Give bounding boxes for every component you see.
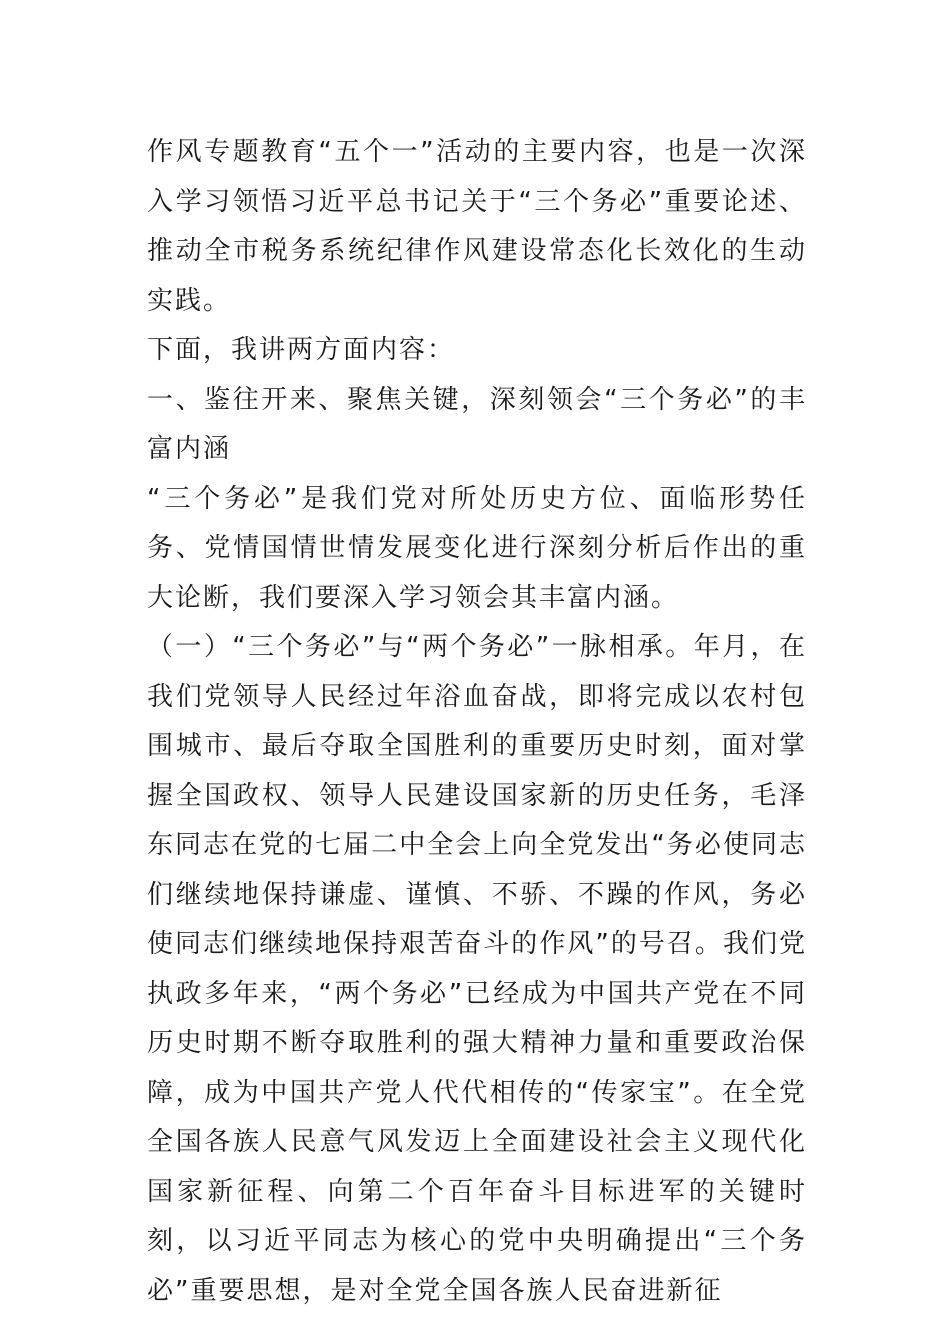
paragraph-section-1-intro: “三个务必”是我们党对所处历史方位、面临形势任务、党情国情世情发展变化进行深刻分析后作出的重大论断，我们要深入学习领会其丰富内涵。 [147, 483, 807, 613]
paragraph-subsection-1: （一）“三个务必”与“两个务必”一脉相承。年月，在我们党领导人民经过年浴血奋战，即将完成以农村包围城市、最后夺取全国胜利的重要历史时刻，面对掌握全国政权、领导人民建设国家新的历史任务，毛泽东同志在党的七届二中全会上向全党发出“务必使同志们继续地保持谦虚、谨慎、不骄、不躁的作风，务必使同志们继续地保持艰苦奋斗的作风”的号召。我们党执政多年来，“两个务必”已经成为中国共产党在不同历史时期不断夺取胜利的强大精神力量和重要政治保障，成为中国共产党人代代相传的“传家宝”。在全党全国各族人民意气风发迈上全面建设社会主义现代化国家新征程、向第二个百年奋斗目标进军的关键时刻，以习近平同志为核心的党中央明确提出“三个务必”重要思想，是对全党全国各族人民奋进新征 [147, 632, 807, 1306]
document-body [147, 128, 807, 1316]
paragraph-intro-continuation: 作风专题教育“五个一”活动的主要内容，也是一次深入学习领悟习近平总书记关于“三个务必”重要论述、推动全市税务系统纪律作风建设常态化长效化的生动实践。 [147, 137, 807, 316]
paragraph-outline-lead: 下面，我讲两方面内容： [147, 335, 456, 365]
section-heading-1: 一、鉴往开来、聚焦关键，深刻领会“三个务必”的丰富内涵 [147, 384, 807, 464]
